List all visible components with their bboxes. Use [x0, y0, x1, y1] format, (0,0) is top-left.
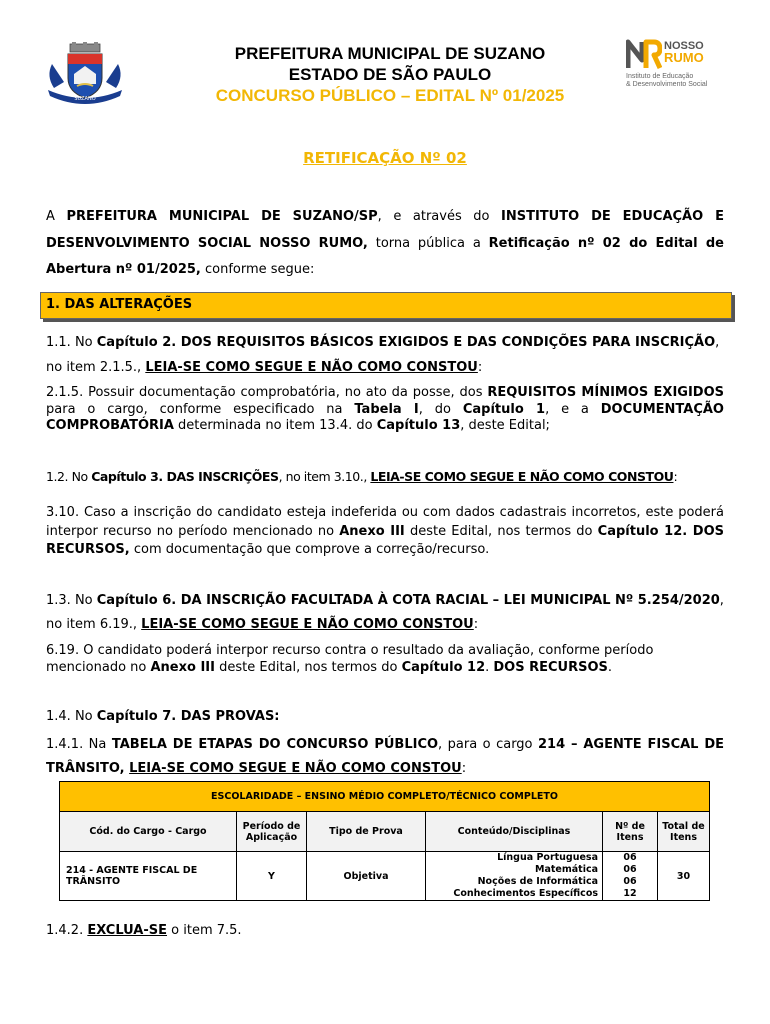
header-tipo: Tipo de Prova — [307, 812, 426, 852]
itens-value: 12 — [623, 888, 637, 899]
logo-subtitle-1: Instituto de Educação — [626, 73, 694, 80]
item-6-19: 6.19. O candidato poderá interpor recurso contra o resultado da avaliação, conforme período mencionado no Anexo III deste Edital, nos termos do Capítulo 12. DOS RECURSOS. — [46, 643, 654, 675]
itens-value: 06 — [623, 876, 637, 887]
header-state: ESTADO DE SÃO PAULO — [288, 65, 492, 84]
intro-paragraph: A PREFEITURA MUNICIPAL DE SUZANO/SP, e através do INSTITUTO DE EDUCAÇÃO E DESENVOLVIMENTO SOCIAL NOSSO RUMO, torna pública a Retificação nº 02 do Edital de Abertura nº 01/2025, conforme segue: — [46, 209, 724, 277]
item-1-3: 1.3. No Capítulo 6. DA INSCRIÇÃO FACULTADA À COTA RACIAL – LEI MUNICIPAL Nº 5.254/2020, no item 6.19., LEIA-SE COMO SEGUE E NÃO COMO CONSTOU: — [46, 593, 724, 632]
item-1-4-1: 1.4.1. Na TABELA DE ETAPAS DO CONCURSO PÚBLICO, para o cargo 214 – AGENTE FISCAL DE TRÂNSITO, LEIA-SE COMO SEGUE E NÃO COMO CONSTOU: — [46, 737, 724, 776]
nosso-rumo-logo — [626, 36, 726, 92]
section-heading-alteracoes: 1. DAS ALTERAÇÕES — [40, 292, 732, 319]
table-title: ESCOLARIDADE – ENSINO MÉDIO COMPLETO/TÉCNICO COMPLETO — [60, 782, 710, 812]
cell-cargo: 214 - AGENTE FISCAL DE TRÂNSITO — [60, 852, 237, 901]
logo-word-nosso: NOSSO — [664, 40, 704, 52]
exam-stages-table — [59, 781, 710, 901]
logo-word-rumo: RUMO — [664, 50, 704, 65]
cell-total: 30 — [658, 852, 710, 901]
header-municipality: PREFEITURA MUNICIPAL DE SUZANO — [234, 44, 546, 63]
disciplina-item: Língua Portuguesa — [497, 852, 598, 863]
item-3-10: 3.10. Caso a inscrição do candidato esteja indeferida ou com dados cadastrais incorretos, este poderá interpor recurso no período mencionado no Anexo III deste Edital, nos termos do Capítulo 12. DOS RECURSOS, com documentação que comprove a correção/recurso. — [46, 505, 724, 557]
cell-disciplinas — [426, 852, 603, 901]
table-row — [60, 852, 710, 901]
header-cargo: Cód. do Cargo - Cargo — [60, 812, 237, 852]
item-1-4-2: 1.4.2. EXCLUA-SE o item 7.5. — [46, 923, 242, 938]
retification-title: RETIFICAÇÃO Nº 02 — [303, 149, 467, 167]
logo-subtitle-2: & Desenvolvimento Social — [626, 81, 708, 88]
header-periodo: Período de Aplicação — [237, 812, 307, 852]
disciplina-item: Conhecimentos Específicos — [453, 888, 598, 899]
itens-value: 06 — [623, 864, 637, 875]
item-1-2: 1.2. No Capítulo 3. DAS INSCRIÇÕES, no item 3.10., LEIA-SE COMO SEGUE E NÃO COMO CONSTOU: — [46, 469, 678, 484]
header-conteudo: Conteúdo/Disciplinas — [426, 812, 603, 852]
item-1-1: 1.1. No Capítulo 2. DOS REQUISITOS BÁSICOS EXIGIDOS E DAS CONDIÇÕES PARA INSCRIÇÃO, no item 2.1.5., LEIA-SE COMO SEGUE E NÃO COMO CONSTOU: — [46, 335, 720, 375]
item-2-1-5: 2.1.5. Possuir documentação comprobatória, no ato da posse, dos REQUISITOS MÍNIMOS EXIGIDOS para o cargo, conforme especificado na Tabela I, do Capítulo 1, e a DOCUMENTAÇÃO COMPROBATÓRIA determinada no item 13.4. do Capítulo 13, deste Edital; — [46, 385, 724, 433]
cell-n-itens — [603, 852, 658, 901]
disciplina-item: Noções de Informática — [477, 876, 598, 887]
nr-monogram-icon — [626, 38, 662, 70]
disciplina-item: Matemática — [535, 864, 598, 875]
itens-value: 06 — [623, 852, 637, 863]
item-1-4: 1.4. No Capítulo 7. DAS PROVAS: — [46, 709, 280, 724]
header-edital: CONCURSO PÚBLICO – EDITAL Nº 01/2025 — [215, 86, 565, 105]
suzano-crest-logo — [44, 42, 126, 104]
cell-periodo: Y — [237, 852, 307, 901]
header-n-itens: Nº de Itens — [603, 812, 658, 852]
crest-ribbon-text: SUZANO — [74, 96, 96, 102]
header-total-itens: Total de Itens — [658, 812, 710, 852]
cell-tipo: Objetiva — [307, 852, 426, 901]
